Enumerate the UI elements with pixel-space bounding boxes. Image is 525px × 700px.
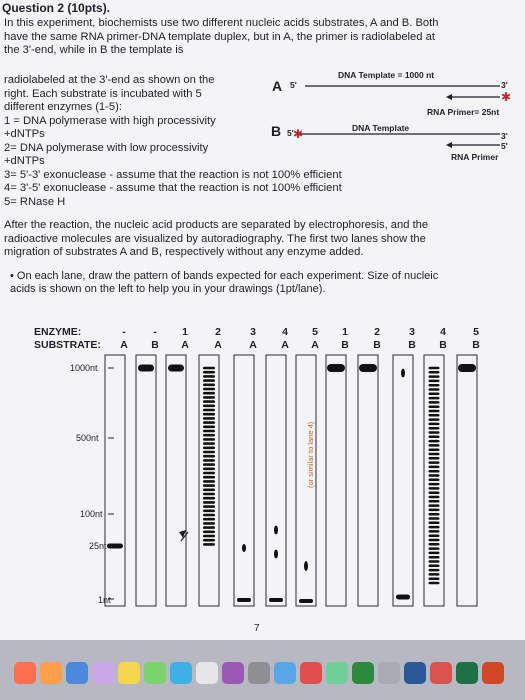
app-icon[interactable] bbox=[118, 662, 140, 684]
ladder-band bbox=[429, 491, 440, 494]
ladder-band bbox=[203, 543, 215, 546]
five-prime-label: 5' bbox=[290, 80, 297, 90]
instruction-line: • On each lane, draw the pattern of bands expected for each experiment. Size of nucleic bbox=[10, 270, 439, 282]
ladder-band bbox=[429, 405, 440, 408]
ladder-band bbox=[203, 371, 215, 374]
handwritten-note: (or similar to lane 4) bbox=[306, 421, 315, 488]
lane-substrate-label: B bbox=[472, 339, 480, 351]
ladder-band bbox=[429, 496, 440, 499]
band bbox=[401, 369, 405, 378]
ladder-band bbox=[429, 474, 440, 477]
ladder-band bbox=[203, 472, 215, 475]
app-icon[interactable] bbox=[222, 662, 244, 684]
ladder-band bbox=[203, 426, 215, 429]
lane-substrate-label: B bbox=[439, 339, 447, 351]
radiolabel-icon: ✱ bbox=[293, 127, 304, 141]
procedure-line: After the reaction, the nucleic acid products are separated by electrophoresis, and the bbox=[4, 219, 429, 231]
lane-substrate-label: B bbox=[373, 339, 381, 351]
ladder-band bbox=[429, 500, 440, 503]
band bbox=[237, 598, 251, 602]
ladder-band bbox=[203, 400, 215, 403]
word-icon[interactable] bbox=[404, 662, 426, 684]
template-label-b: DNA Template bbox=[352, 123, 410, 133]
size-marker-500nt: 500nt bbox=[76, 433, 99, 443]
question-title: Question 2 (10pts). bbox=[2, 1, 111, 15]
instruction-line: acids is shown on the left to help you in your drawings (1pt/lane). bbox=[10, 282, 326, 295]
ladder-band bbox=[203, 480, 215, 483]
ladder-band bbox=[429, 552, 440, 555]
ladder-band bbox=[429, 388, 440, 391]
ladder-band bbox=[429, 539, 440, 542]
ladder-band bbox=[429, 367, 440, 370]
band bbox=[304, 561, 308, 571]
ladder-band bbox=[429, 487, 440, 490]
substrate-a-label: A bbox=[272, 78, 283, 94]
powerpoint-icon[interactable] bbox=[482, 662, 504, 684]
ladder-band bbox=[203, 531, 215, 534]
enzyme-line: 5= RNase H bbox=[4, 195, 66, 208]
ladder-band bbox=[429, 380, 440, 383]
lane-enzyme-label: - bbox=[122, 326, 126, 338]
ladder-band bbox=[429, 569, 440, 572]
ladder-band bbox=[429, 479, 440, 482]
enzyme-header: ENZYME: bbox=[34, 326, 82, 338]
ladder-band bbox=[203, 535, 215, 538]
ladder-band bbox=[203, 442, 215, 445]
ladder-band bbox=[203, 463, 215, 466]
ladder-band bbox=[429, 431, 440, 434]
gel-lane[interactable] bbox=[105, 355, 125, 606]
enzyme-line: 4= 3'-5' exonuclease - assume that the reaction is not 100% efficient bbox=[4, 182, 342, 194]
band bbox=[168, 365, 184, 372]
size-marker-25nt: 25nt bbox=[89, 541, 107, 551]
gel-lane[interactable] bbox=[266, 355, 286, 606]
app-icon[interactable] bbox=[430, 662, 452, 684]
lane-enzyme-label: 2 bbox=[374, 326, 380, 338]
app-icon[interactable] bbox=[274, 662, 296, 684]
lane-enzyme-label: - bbox=[153, 326, 157, 338]
ladder-band bbox=[429, 522, 440, 525]
ladder-band bbox=[429, 556, 440, 559]
page-number: 7 bbox=[254, 623, 260, 634]
ladder-band bbox=[429, 375, 440, 378]
three-prime-label: 3' bbox=[501, 131, 508, 141]
app-icon[interactable] bbox=[352, 662, 374, 684]
lane-enzyme-label: 1 bbox=[182, 326, 188, 338]
ladder-band bbox=[429, 461, 440, 464]
lane-enzyme-label: 3 bbox=[250, 326, 256, 338]
ladder-band bbox=[429, 453, 440, 456]
enzyme-line: 1 = DNA polymerase with high processivity bbox=[4, 114, 216, 127]
ladder-band bbox=[203, 379, 215, 382]
intro-line: In this experiment, biochemists use two different nucleic acids substrates, A and B. Both bbox=[4, 17, 439, 29]
lane-substrate-label: A bbox=[249, 339, 257, 351]
arrow-icon bbox=[446, 94, 452, 100]
lane-enzyme-label: 5 bbox=[473, 326, 479, 338]
band bbox=[107, 544, 123, 549]
ladder-band bbox=[429, 513, 440, 516]
ladder-band bbox=[429, 560, 440, 563]
band bbox=[359, 364, 377, 372]
band bbox=[458, 364, 476, 372]
lane-substrate-label: A bbox=[181, 339, 189, 351]
ladder-band bbox=[203, 430, 215, 433]
app-icon[interactable] bbox=[326, 662, 348, 684]
ladder-band bbox=[429, 582, 440, 585]
lane-substrate-label: A bbox=[120, 339, 128, 351]
ladder-band bbox=[429, 401, 440, 404]
ladder-band bbox=[203, 514, 215, 517]
ladder-band bbox=[203, 405, 215, 408]
ladder-band bbox=[429, 504, 440, 507]
ladder-band bbox=[203, 434, 215, 437]
ladder-band bbox=[429, 371, 440, 374]
enzyme-line: +dNTPs bbox=[4, 128, 45, 140]
band bbox=[138, 365, 154, 372]
lane-enzyme-label: 1 bbox=[342, 326, 348, 338]
enzyme-line: +dNTPs bbox=[4, 155, 45, 167]
ladder-band bbox=[429, 436, 440, 439]
substrate-b-label: B bbox=[271, 123, 282, 139]
enzyme-line: different enzymes (1-5): bbox=[4, 101, 122, 113]
app-icon[interactable] bbox=[300, 662, 322, 684]
lane-substrate-label: A bbox=[311, 339, 319, 351]
intro-line: the 3'-end, while in B the template is bbox=[4, 44, 184, 56]
ladder-band bbox=[429, 440, 440, 443]
procedure-line: radioactive molecules are visualized by autoradiography. The first two lanes show the bbox=[4, 232, 426, 245]
primer-label-b: RNA Primer bbox=[451, 152, 499, 162]
lane-enzyme-label: 4 bbox=[282, 326, 288, 338]
band bbox=[396, 595, 410, 600]
ladder-band bbox=[203, 409, 215, 412]
ladder-band bbox=[429, 414, 440, 417]
ladder-band bbox=[203, 522, 215, 525]
ladder-band bbox=[203, 392, 215, 395]
ladder-band bbox=[429, 534, 440, 537]
ladder-band bbox=[203, 489, 215, 492]
lane-enzyme-label: 3 bbox=[409, 326, 415, 338]
procedure-line: migration of substrates A and B, respectively without any enzyme added. bbox=[4, 246, 364, 258]
ladder-band bbox=[203, 539, 215, 542]
ladder-band bbox=[429, 470, 440, 473]
ladder-band bbox=[429, 577, 440, 580]
ladder-band bbox=[429, 418, 440, 421]
ladder-band bbox=[203, 438, 215, 441]
three-prime-label: 3' bbox=[501, 80, 508, 90]
ladder-band bbox=[203, 484, 215, 487]
substrate-header: SUBSTRATE: bbox=[34, 339, 101, 351]
ladder-band bbox=[429, 509, 440, 512]
app-icon[interactable] bbox=[66, 662, 88, 684]
ladder-band bbox=[203, 375, 215, 378]
ladder-band bbox=[203, 501, 215, 504]
ladder-band bbox=[429, 457, 440, 460]
ladder-band bbox=[203, 421, 215, 424]
size-marker-1000nt: 1000nt bbox=[70, 363, 98, 373]
ladder-band bbox=[429, 517, 440, 520]
ladder-band bbox=[203, 451, 215, 454]
lane-substrate-label: A bbox=[281, 339, 289, 351]
ladder-band bbox=[203, 413, 215, 416]
ladder-band bbox=[429, 397, 440, 400]
ladder-band bbox=[203, 493, 215, 496]
lane-enzyme-label: 2 bbox=[215, 326, 221, 338]
lane-substrate-label: A bbox=[214, 339, 222, 351]
ladder-band bbox=[429, 565, 440, 568]
size-marker-1nt: 1nt bbox=[98, 595, 111, 605]
ladder-band bbox=[429, 393, 440, 396]
ladder-band bbox=[203, 388, 215, 391]
gel-lane[interactable] bbox=[358, 355, 378, 606]
ladder-band bbox=[203, 476, 215, 479]
gel-lane[interactable] bbox=[166, 355, 186, 606]
ladder-band bbox=[203, 518, 215, 521]
enzyme-line: 2= DNA polymerase with low processivity bbox=[4, 141, 209, 154]
app-icon[interactable] bbox=[248, 662, 270, 684]
ladder-band bbox=[203, 384, 215, 387]
ladder-band bbox=[429, 483, 440, 486]
ladder-band bbox=[429, 410, 440, 413]
ladder-band bbox=[203, 396, 215, 399]
lane-enzyme-label: 4 bbox=[440, 326, 446, 338]
enzyme-line: 3= 5'-3' exonuclease - assume that the reaction is not 100% efficient bbox=[4, 168, 342, 181]
substrate-line: right. Each substrate is incubated with 5 bbox=[4, 87, 202, 100]
gel-lane[interactable] bbox=[457, 355, 477, 606]
app-icon[interactable] bbox=[196, 662, 218, 684]
app-icon[interactable] bbox=[144, 662, 166, 684]
app-icon[interactable] bbox=[170, 662, 192, 684]
substrate-line: radiolabeled at the 3'-end as shown on the bbox=[4, 74, 215, 86]
gel-lane[interactable] bbox=[234, 355, 254, 606]
band bbox=[269, 598, 283, 602]
size-marker-100nt: 100nt bbox=[80, 509, 103, 519]
lane-substrate-label: B bbox=[341, 339, 349, 351]
lane-substrate-label: B bbox=[151, 339, 159, 351]
ladder-band bbox=[429, 444, 440, 447]
ladder-band bbox=[429, 466, 440, 469]
band bbox=[299, 599, 313, 603]
ladder-band bbox=[429, 543, 440, 546]
band bbox=[327, 364, 345, 372]
primer-length-label: RNA Primer= 25nt bbox=[427, 107, 500, 117]
excel-icon[interactable] bbox=[456, 662, 478, 684]
gel-lane[interactable] bbox=[393, 355, 413, 606]
ladder-band bbox=[203, 505, 215, 508]
gel-lane[interactable] bbox=[136, 355, 156, 606]
band bbox=[274, 526, 278, 535]
app-icon[interactable] bbox=[14, 662, 36, 684]
ladder-band bbox=[203, 367, 215, 370]
radiolabel-icon: ✱ bbox=[501, 90, 512, 104]
lane-enzyme-label: 5 bbox=[312, 326, 318, 338]
five-prime-label: 5' bbox=[501, 141, 508, 151]
app-icon[interactable] bbox=[40, 662, 62, 684]
ladder-band bbox=[203, 526, 215, 529]
ladder-band bbox=[429, 526, 440, 529]
ladder-band bbox=[429, 547, 440, 550]
ladder-band bbox=[203, 417, 215, 420]
band bbox=[242, 544, 246, 552]
ladder-band bbox=[429, 530, 440, 533]
five-prime-label: 5' bbox=[287, 128, 294, 138]
app-icon[interactable] bbox=[378, 662, 400, 684]
ladder-band bbox=[203, 510, 215, 513]
ladder-band bbox=[429, 427, 440, 430]
ladder-band bbox=[429, 384, 440, 387]
template-length-label: DNA Template = 1000 nt bbox=[338, 70, 435, 80]
ladder-band bbox=[203, 459, 215, 462]
ladder-band bbox=[429, 573, 440, 576]
ladder-band bbox=[203, 447, 215, 450]
ladder-band bbox=[429, 423, 440, 426]
band bbox=[274, 550, 278, 559]
ladder-band bbox=[203, 468, 215, 471]
ladder-band bbox=[429, 448, 440, 451]
arrow-icon bbox=[446, 142, 452, 148]
ladder-band bbox=[203, 497, 215, 500]
intro-line: have the same RNA primer-DNA template duplex, but in A, the primer is radiolabeled at bbox=[4, 30, 435, 43]
gel-lane[interactable] bbox=[326, 355, 346, 606]
lane-substrate-label: B bbox=[408, 339, 416, 351]
ladder-band bbox=[203, 455, 215, 458]
app-icon[interactable] bbox=[92, 662, 114, 684]
